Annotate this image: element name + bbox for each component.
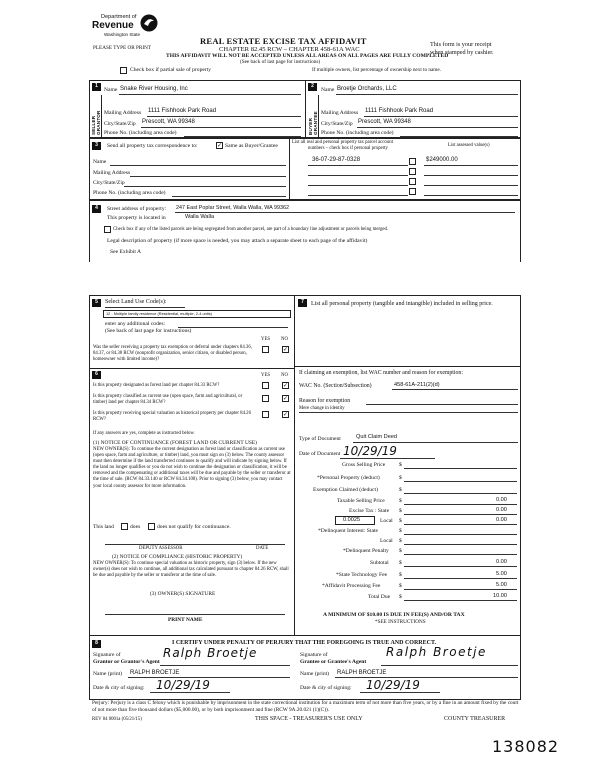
local-dollar: $ [399,518,402,524]
print-name-label: PRINT NAME [168,617,203,623]
deputy-date-label: DATE [256,546,269,551]
tech-fee-field[interactable]: 5.00 [496,571,507,577]
taxable-price-label: Taxable Selling Price [337,498,385,504]
any-yes-note: If any answers are yes, complete as instructed below. [93,431,195,436]
personal-property-checkbox-2[interactable] [409,168,416,175]
s5-question: Was the seller receiving a property tax exemption or deferral under chapters 84.36, 84.37, or 84.38 RCW (nonprofit organization, senior citizen, or disabled person, homeowner with limited income)? [93,345,252,362]
affidavit-fee-dollar: $ [399,583,402,589]
affidavit-fee-field[interactable]: 5.00 [496,582,507,588]
local-label: Local [380,518,393,524]
logo-state: Washington State [104,32,141,37]
personal-property-checkbox-4[interactable] [409,188,416,195]
receipt-line-1: This form is your receipt [430,41,492,48]
wac-field[interactable]: 458-61A-211(2)(d) [394,382,440,388]
s6-q2: Is this property classified as current use (open space, farm and agricultural, or timber) land per chapter 84.34 RCW? [93,394,243,405]
reason-label: Reason for exemption [299,398,351,404]
section-5-number: 5 [92,299,101,307]
seller-city-label: City/State/Zip [104,121,136,127]
please-type: PLEASE TYPE OR PRINT [93,45,151,51]
seller-name-label: Name [104,87,118,93]
doc-date-field[interactable]: 10/29/19 [343,444,397,458]
send-correspondence-label: Send all property tax correspondence to: [107,143,198,149]
deputy-assessor-label: DEPUTY ASSESSOR [139,546,183,551]
corr-mailing-label: Mailing Address [93,170,131,176]
grantee-sig-label-2: Grantee or Grantee's Agent [300,659,367,665]
grantee-name-label: Name (print) [300,671,330,677]
exemption-intro: If claiming an exemption, list WAC number and reason for exemption: [299,370,463,376]
tech-fee-dollar: $ [399,572,402,578]
grantee-date-label: Date & city of signing: [300,685,352,691]
s6-yes-header: YES [261,373,271,378]
notice-1-title: (1) NOTICE OF CONTINUANCE (FOREST LAND OR CURRENT USE) [93,440,257,446]
s6-q1: Is this property designated as forest land per chapter 84.33 RCW? [93,383,220,388]
section-4-number: 4 [92,205,101,213]
seller-mailing-label: Mailing Address [104,110,142,116]
seller-name-field[interactable]: Snake River Housing, Inc [120,86,188,92]
logo [92,14,162,44]
land-use-see-back: (See back of last page for instructions) [105,328,192,334]
located-in-field[interactable]: Walla Walla [185,214,215,220]
land-use-value: 12 - Multiple family residence (Residential, multiple, 2-4 units) [106,311,212,316]
seller-mailing-field[interactable]: 1111 Fishhook Park Road [148,108,217,114]
total-due-label: Total Due [368,594,391,600]
corr-city-label: City/State/Zip [93,180,125,186]
buyer-grantee-label: BUYER GRANTEE [308,111,318,135]
local-rate-field: 0.0025 [343,517,361,523]
doc-type-label: Type of Document [299,436,341,442]
subtotal-field[interactable]: 0.00 [496,559,507,565]
buyer-phone-label: Phone No. (including area code) [321,130,394,136]
located-in-label: This property is located in [107,215,166,221]
grantor-date-field[interactable]: 10/29/19 [156,678,210,692]
wac-label: WAC No. (Section/Subsection) [299,383,372,389]
grantor-name-field[interactable]: RALPH BROETJE [130,670,180,676]
s5-yes-checkbox[interactable] [262,346,269,353]
s6-q1-no[interactable]: ✓ [283,382,289,389]
s5-yes-header: YES [261,337,271,342]
multiple-owners-note: If multiple owners, list percentage of ownership next to name. [312,67,441,73]
corr-phone-label: Phone No. (including area code) [93,190,166,196]
local-tax-field[interactable]: 0.00 [496,517,507,523]
s6-no-header: NO [281,373,288,378]
grantor-sig-label-1: Signature of [93,652,121,658]
seller-city-field[interactable]: Prescott, WA 99348 [142,119,195,125]
personal-property-checkbox-1[interactable] [409,158,416,165]
does-not-label: does not qualify for continuance. [157,524,231,530]
legal-description-label: Legal description of property (if more space is needed, you may attach a separate sheet to each page of the affidavit) [107,238,368,244]
parcel-header-1: List all real and personal property tax parcel account [292,140,393,145]
delinquent-interest-label: *Delinquent Interest: State [318,528,378,534]
segregated-checkbox[interactable] [104,226,111,233]
see-back: (See back of last page for instructions) [240,59,321,65]
form-title: REAL ESTATE EXCISE TAX AFFIDAVIT [200,36,367,46]
s6-q3: Is this property receiving special valuation as historical property per chapter 84.26 RCW? [93,411,251,422]
assessed-header: List assessed value(s) [448,143,490,148]
section-2-number: 2 [308,83,317,91]
assessed-value-field[interactable]: $249000.00 [426,157,458,163]
s6-q2-no[interactable]: ✓ [283,395,289,402]
tech-fee-label: *State Technology Fee [336,572,388,578]
minimum-due-note: A MINIMUM OF $10.00 IS DUE IN FEE(S) AND/OR TAX [323,612,465,618]
excise-state-field[interactable]: 0.00 [496,507,507,513]
partial-sale-checkbox[interactable] [120,67,127,74]
this-land-label: This land [93,524,114,530]
section-3-number: 3 [92,142,101,150]
receipt-line-2: when stamped by cashier. [430,49,494,56]
s5-no-checkbox[interactable]: ✓ [283,346,289,353]
buyer-city-field[interactable]: Prescott, WA 99348 [358,119,411,125]
same-as-buyer-label: Same as Buyer/Grantee [225,143,278,149]
street-address-field[interactable]: 247 East Poplar Street, Walla Walla, WA 99362 [176,205,289,211]
delinquent-penalty-dollar: $ [399,548,402,554]
washington-logo-icon [140,14,158,32]
section-1-number: 1 [92,83,101,91]
gross-price-label: Gross Selling Price [342,462,386,468]
buyer-name-label: Name [321,87,335,93]
affidavit-fee-label: *Affidavit Processing Fee [322,583,381,589]
s6-q2-yes[interactable] [262,395,269,402]
county-treasurer: COUNTY TREASURER [444,716,506,722]
see-instructions-note: *SEE INSTRUCTIONS [375,619,426,625]
buyer-mailing-label: Mailing Address [321,110,359,116]
s6-q3-no[interactable]: ✓ [283,411,289,418]
street-address-label: Street address of property: [107,206,167,212]
buyer-mailing-field[interactable]: 1111 Fishhook Park Road [365,108,434,114]
total-due-field[interactable]: 10.00 [493,593,507,599]
personal-property-checkbox-3[interactable] [409,178,416,185]
legal-description-field[interactable]: See Exhibit A [110,249,142,255]
doc-type-field[interactable]: Quit Claim Deed [356,434,398,440]
corr-name-label: Name [93,159,107,165]
notice-1-body: NEW OWNER(S): To continue the current designation as forest land or classification as current use (open space, farm and agriculture, or timber) land, you must sign on (3) below. The county assessor must then determine if the land transferred continues to qualify and will indicate by signing below. If the land no longer qualifies or you do not wish to continue the designation or classification, it will be removed and the compensating or additional taxes will be due and payable by the seller or transferor at the time of sale. (RCW 84.33.140 or RCW 84.34.108). Prior to signing (3) below, you may contact your local county assessor for more information. [93,447,291,489]
section-6-number: 6 [92,371,101,379]
certify-statement: I CERTIFY UNDER PENALTY OF PERJURY THAT THE FOREGOING IS TRUE AND CORRECT. [172,640,437,646]
form-chapter: CHAPTER 82.45 RCW – CHAPTER 458-61A WAC [219,46,360,53]
delinquent-local-dollar: $ [399,538,402,544]
personal-property-label: List all personal property (tangible and intangible) included in selling price. [311,301,493,307]
gross-dollar: $ [399,462,402,468]
stamp-number: 138082 [492,737,560,756]
perjury-notice: Perjury: Perjury is a class C felony which is punishable by imprisonment in the state correctional institution for a maximum term of not more than five years, or by a fine in an amount fixed by the court of not more than five thousand dollars ($5,000.00), or by both imprisonment and fine (RCW 9A.20.021 (1)(C)). [92,700,519,713]
form-revision: REV 84 0001a (05/21/15) [92,717,142,722]
buyer-name-field[interactable]: Broetje Orchards, LLC [337,86,397,92]
grantor-signature[interactable]: Ralph Broetje [163,646,258,660]
grantee-date-field[interactable]: 10/29/19 [366,678,420,692]
owner-signature-label: (3) OWNER(S) SIGNATURE [150,591,216,597]
personal-dollar: $ [399,475,402,481]
subtotal-label: Subtotal [370,560,389,566]
segregated-label: Check box if any of the listed parcels are being segregated from another parcel, are part of a boundary line adjustment or parcels being merged. [113,227,389,232]
logo-dept: Department of [101,14,137,20]
logo-name: Revenue [92,20,134,31]
subtotal-dollar: $ [399,560,402,566]
total-due-dollar: $ [399,594,402,600]
land-use-label: Select Land Use Code(s): [105,299,167,305]
excise-state-label: Excise Tax : State [349,508,390,514]
reason-field[interactable]: Mere change in identity [299,406,345,411]
excise-state-dollar: $ [399,508,402,514]
seller-phone-label: Phone No. (including area code) [104,130,177,136]
partial-sale-label: Check box if partial sale of property [130,67,212,73]
additional-codes-label: enter any additional codes: [105,321,166,327]
personal-deduct-label: *Personal Property (deduct) [317,475,380,481]
notice-2-title: (2) NOTICE OF COMPLIANCE (HISTORIC PROPERTY) [112,554,243,560]
parcel-number-field[interactable]: 36-07-29-87-0328 [312,157,361,163]
grantor-sig-label-2: Grantor or Grantor's Agent [93,659,160,665]
exemption-dollar: $ [399,487,402,493]
form-warning: THIS AFFIDAVIT WILL NOT BE ACCEPTED UNLESS ALL AREAS ON ALL PAGES ARE FULLY COMPLETED [166,53,449,59]
grantee-sig-label-1: Signature of [300,652,328,658]
does-not-checkbox[interactable] [148,523,155,530]
taxable-price-field[interactable]: 0.00 [496,497,507,503]
s6-q3-yes[interactable] [262,411,269,418]
grantee-signature[interactable]: Ralph Broetje [386,645,487,659]
doc-date-label: Date of Document [299,451,341,457]
grantor-date-label: Date & city of signing: [93,685,145,691]
delinquent-interest-dollar: $ [399,528,402,534]
delinquent-local-label: Local [380,538,393,544]
treasurer-use-only: THIS SPACE - TREASURER'S USE ONLY [255,716,363,722]
parcel-header-2: numbers – check box if personal property [308,146,388,151]
exemption-deduct-label: Exemption Claimed (deduct) [313,487,378,493]
taxable-dollar: $ [399,498,402,504]
grantee-name-field[interactable]: RALPH BROETJE [337,670,387,676]
s5-no-header: NO [281,337,288,342]
buyer-city-label: City/State/Zip [321,121,353,127]
notice-2-body: NEW OWNER(S): To continue special valuation as historic property, sign (3) below. If the new owner(s) does not wish to continue, all additional tax calculated pursuant to chapter 84.26 RCW, shall be due and payable by the seller or transferor at the time of sale. [93,561,289,579]
s6-q1-yes[interactable] [262,382,269,389]
grantor-name-label: Name (print) [93,671,123,677]
delinquent-penalty-label: *Delinquent Penalty [343,548,389,554]
does-checkbox[interactable] [121,523,128,530]
section-7-number: 7 [298,299,307,307]
does-label: does [130,524,141,530]
section-8-number: 8 [92,640,101,648]
seller-grantor-label: SELLER GRANTOR [91,110,101,135]
same-as-buyer-checkbox[interactable]: ✓ [217,142,223,149]
